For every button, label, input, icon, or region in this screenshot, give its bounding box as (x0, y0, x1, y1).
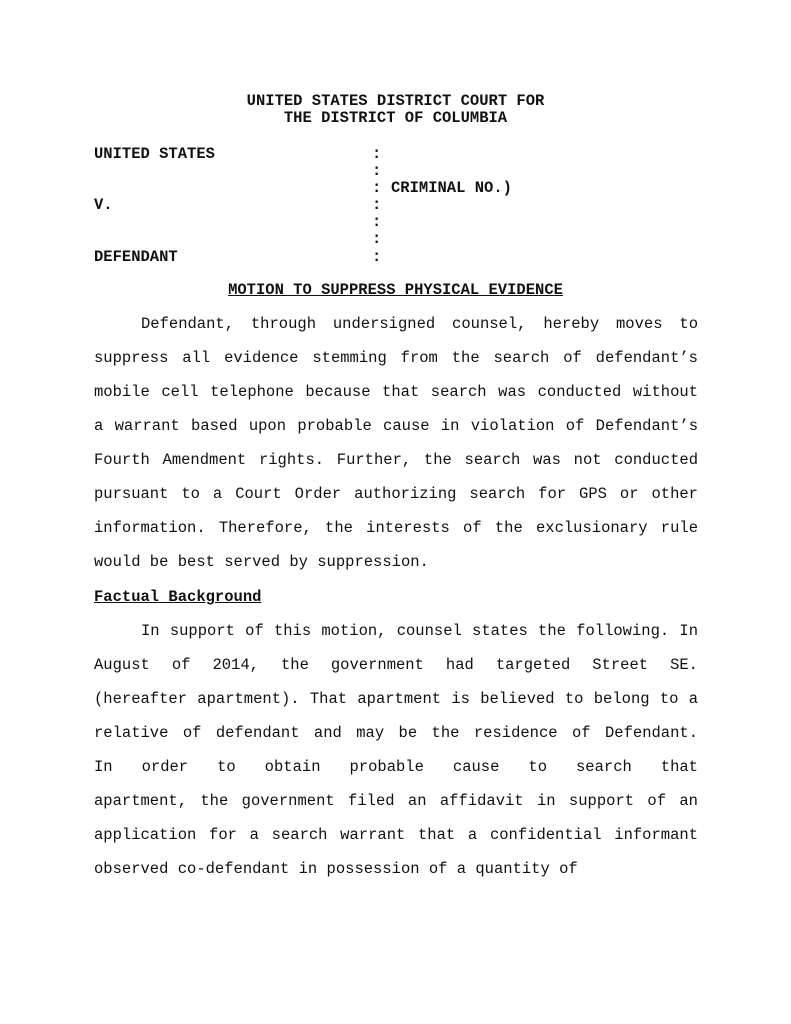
caption-plaintiff: UNITED STATES (94, 145, 215, 163)
paragraph-line: August of 2014, the government had targeted Street SE. (94, 656, 698, 674)
paragraph-line: would be best served by suppression. (94, 553, 429, 571)
paragraph-line: application for a search warrant that a confidential informant (94, 826, 698, 844)
section-heading: Factual Background (94, 588, 262, 606)
court-header-line-2: THE DISTRICT OF COLUMBIA (283, 109, 508, 127)
court-header-line-1: UNITED STATES DISTRICT COURT FOR (246, 92, 545, 110)
caption-versus: V. (94, 196, 113, 214)
caption-colon: : (372, 248, 382, 266)
paragraph-line: Fourth Amendment rights. Further, the search was not conducted (94, 451, 698, 469)
caption-colon: : (372, 230, 382, 248)
caption-colon: : (372, 145, 382, 163)
paragraph-line: suppress all evidence stemming from the search of defendant’s (94, 349, 698, 367)
paragraph-line: a warrant based upon probable cause in violation of Defendant’s (94, 417, 698, 435)
paragraph-line: relative of defendant and may be the residence of Defendant. (94, 724, 698, 742)
caption-colon: : (372, 162, 382, 180)
caption-colon: : (372, 196, 382, 214)
paragraph-line: observed co-defendant in possession of a quantity of (94, 860, 578, 878)
caption-defendant: DEFENDANT (94, 248, 178, 266)
paragraph-line: pursuant to a Court Order authorizing search for GPS or other (94, 485, 698, 503)
paragraph-line: Defendant, through undersigned counsel, hereby moves to (141, 315, 698, 333)
caption-case-number: CRIMINAL NO.) (391, 179, 512, 197)
paragraph-line: apartment, the government filed an affidavit in support of an (94, 792, 698, 810)
paragraph-line: In order to obtain probable cause to search that (94, 758, 698, 776)
paragraph-line: information. Therefore, the interests of the exclusionary rule (94, 519, 698, 537)
paragraph-line: mobile cell telephone because that search was conducted without (94, 383, 698, 401)
paragraph-line: (hereafter apartment). That apartment is believed to belong to a (94, 690, 698, 708)
caption-colon: : (372, 213, 382, 231)
caption-colon: : (372, 179, 382, 197)
court-header (0, 93, 791, 127)
motion-title: MOTION TO SUPPRESS PHYSICAL EVIDENCE (228, 281, 563, 299)
paragraph-line: In support of this motion, counsel states the following. In (141, 622, 698, 640)
